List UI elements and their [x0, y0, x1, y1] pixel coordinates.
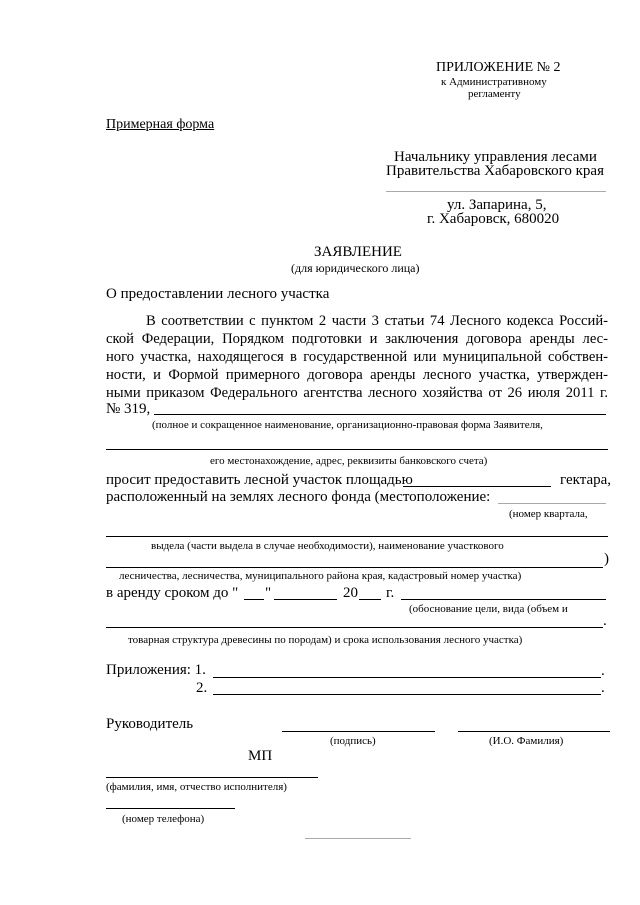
signature-field[interactable]	[282, 731, 435, 732]
addressee-line2: Правительства Хабаровского края	[386, 163, 604, 179]
doc-subtitle: (для юридического лица)	[291, 261, 420, 275]
request-unit: гектара,	[560, 472, 612, 488]
appendix-line2: регламенту	[468, 88, 521, 100]
head-label: Руководитель	[106, 716, 194, 732]
lease-month-field[interactable]	[274, 599, 337, 600]
area-field[interactable]	[403, 486, 551, 487]
name-field[interactable]	[458, 731, 610, 732]
body-line-3: ного участка, находящегося в государственной или муниципальной собствен-	[106, 349, 608, 365]
stamp-label: МП	[248, 748, 273, 764]
appendix-line1: к Административному	[441, 76, 547, 88]
body-line-2: ской Федерации, Порядком подготовки и заключения договора аренды лес-	[106, 331, 608, 347]
lease-text-b: "	[265, 585, 272, 601]
attachment-2-label: 2.	[196, 680, 208, 696]
lease-text-c: 20	[343, 585, 358, 601]
form-label: Примерная форма	[106, 117, 215, 132]
attachments-label: Приложения: 1.	[106, 662, 206, 678]
hint-forestry: лесничества, лесничества, муниципального района края, кадастровый номер участка)	[119, 570, 522, 582]
hint-signature: (подпись)	[330, 735, 376, 747]
lease-purpose-field[interactable]	[401, 599, 606, 600]
lease-day-field[interactable]	[244, 599, 264, 600]
appendix-title: ПРИЛОЖЕНИЕ № 2	[436, 60, 561, 75]
executor-field[interactable]	[106, 777, 318, 778]
hint-applicant: (полное и сокращенное наименование, организационно-правовая форма Заявителя,	[152, 419, 543, 431]
hint-phone: (номер телефона)	[122, 813, 205, 825]
location-text: расположенный на землях лесного фонда (местоположение:	[106, 489, 491, 505]
body-line-1: В соответствии с пунктом 2 части 3 статьи 74 Лесного кодекса Россий-	[146, 313, 608, 329]
location-field-3[interactable]	[106, 567, 603, 568]
footer-divider	[305, 838, 411, 839]
lease-text-d: г.	[386, 585, 395, 601]
attachment-2-dot: .	[601, 680, 605, 696]
lease-year-field[interactable]	[359, 599, 381, 600]
applicant-name-field[interactable]	[154, 414, 606, 415]
address-line2: г. Хабаровск, 680020	[427, 211, 560, 227]
phone-field[interactable]	[106, 808, 235, 809]
address-line1: ул. Запарина, 5,	[447, 197, 547, 213]
body-line-5: ными приказом Федерального агентства лесного хозяйства от 26 июля 2011 г.	[106, 385, 608, 401]
attachment-1-dot: .	[601, 663, 605, 679]
hint-executor: (фамилия, имя, отчество исполнителя)	[106, 781, 287, 793]
hint-details: его местонахождение, адрес, реквизиты банковского счета)	[210, 455, 488, 467]
lease-text-a: в аренду сроком до "	[106, 585, 239, 601]
hint-timber: товарная структура древесины по породам) и срока использования лесного участка)	[128, 634, 523, 646]
hint-quarter: (номер квартала,	[509, 508, 588, 520]
location-field-2[interactable]	[106, 536, 608, 537]
purpose-period: .	[603, 613, 607, 629]
attachment-2-field[interactable]	[213, 694, 601, 695]
hint-full-name: (И.О. Фамилия)	[489, 735, 564, 747]
location-field[interactable]	[498, 503, 606, 504]
doc-subject: О предоставлении лесного участка	[106, 286, 330, 302]
applicant-details-field[interactable]	[106, 449, 608, 450]
lease-purpose-field-2[interactable]	[106, 627, 603, 628]
hint-allotment: выдела (части выдела в случае необходимости), наименование участкового	[151, 540, 504, 552]
addressee-line1: Начальнику управления лесами	[394, 149, 597, 165]
body-line-6: № 319,	[106, 401, 151, 417]
hint-purpose: (обоснование цели, вида (объем и	[409, 603, 568, 615]
addressee-blank-line	[386, 191, 606, 192]
body-line-4: ности, и Формой примерного договора аренды лесного участка, утвержден-	[106, 367, 608, 383]
attachment-1-field[interactable]	[213, 677, 601, 678]
close-paren: )	[604, 551, 609, 567]
request-text: просит предоставить лесной участок площадью	[106, 472, 413, 488]
doc-title: ЗАЯВЛЕНИЕ	[314, 244, 402, 260]
